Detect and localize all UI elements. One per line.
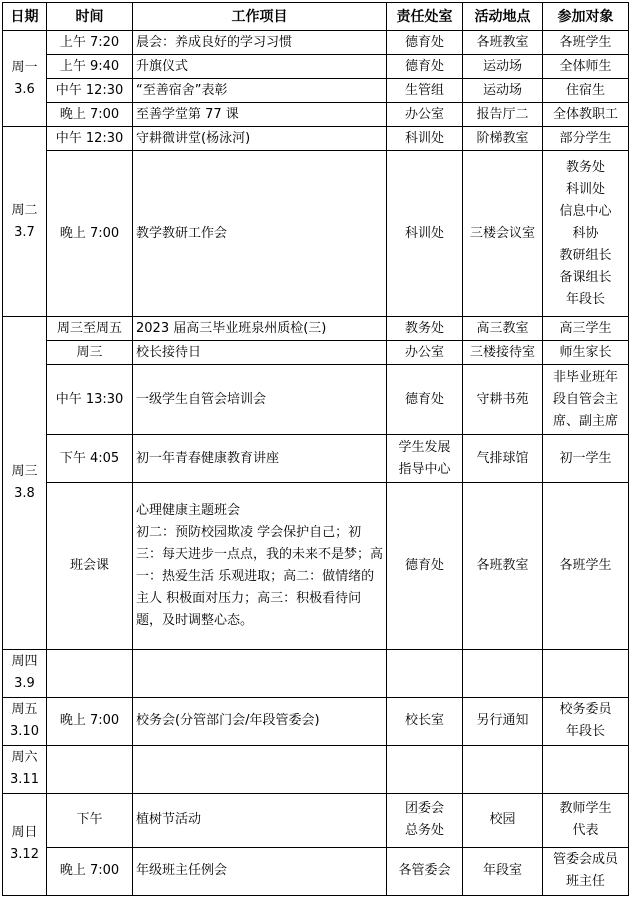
- time-cell: 晚上 7:00: [47, 847, 133, 895]
- header-place: 活动地点: [463, 3, 543, 31]
- time-cell: [47, 745, 133, 793]
- who-cell: 师生家长: [543, 341, 629, 365]
- item-cell: 守耕微讲堂(杨泳河): [133, 127, 387, 151]
- dept-cell: 德育处: [387, 31, 463, 55]
- table-row: [3, 317, 629, 341]
- place-cell: 高三教室: [463, 317, 543, 341]
- dept-cell: 德育处: [387, 55, 463, 79]
- table-row: [3, 697, 629, 745]
- header-time: 时间: [47, 3, 133, 31]
- item-cell: 一级学生自管会培训会: [133, 365, 387, 435]
- place-cell: 三楼接待室: [463, 341, 543, 365]
- place-cell: 各班教室: [463, 483, 543, 649]
- place-cell: 各班教室: [463, 31, 543, 55]
- item-cell: 初一年青春健康教育讲座: [133, 435, 387, 483]
- who-cell: 部分学生: [543, 127, 629, 151]
- item-cell: 校务会(分管部门会/年段管委会): [133, 697, 387, 745]
- dept-cell: 学生发展 指导中心: [387, 435, 463, 483]
- time-cell: 周三: [47, 341, 133, 365]
- dept-cell: 办公室: [387, 341, 463, 365]
- table-row: [3, 127, 629, 151]
- place-cell: [463, 745, 543, 793]
- item-cell: 升旗仪式: [133, 55, 387, 79]
- item-cell: [133, 649, 387, 697]
- item-cell: 至善学堂第 77 课: [133, 103, 387, 127]
- time-cell: 中午 12:30: [47, 79, 133, 103]
- place-cell: 气排球馆: [463, 435, 543, 483]
- place-cell: 校园: [463, 793, 543, 847]
- table-row: [3, 79, 629, 103]
- time-cell: 上午 9:40: [47, 55, 133, 79]
- table-row: [3, 31, 629, 55]
- dept-cell: 校长室: [387, 697, 463, 745]
- time-cell: [47, 649, 133, 697]
- item-cell: 年级班主任例会: [133, 847, 387, 895]
- place-cell: 报告厅二: [463, 103, 543, 127]
- table-row: [3, 103, 629, 127]
- who-cell: [543, 649, 629, 697]
- weekly-schedule-table: [2, 2, 629, 896]
- place-cell: [463, 649, 543, 697]
- who-cell: 住宿生: [543, 79, 629, 103]
- dept-cell: 教务处: [387, 317, 463, 341]
- table-row: [3, 55, 629, 79]
- dept-cell: 德育处: [387, 365, 463, 435]
- time-cell: 周三至周五: [47, 317, 133, 341]
- dept-cell: 科训处: [387, 151, 463, 317]
- item-cell: 2023 届高三毕业班泉州质检(三): [133, 317, 387, 341]
- who-cell: 全体教职工: [543, 103, 629, 127]
- date-cell-tue: 周二 3.7: [3, 127, 47, 317]
- item-cell: 植树节活动: [133, 793, 387, 847]
- item-cell: 心理健康主题班会 初二：预防校园欺凌 学会保护自己；初三：每天进步一点点，我的未来不是梦；高一：热爱生活 乐观进取；高二：做情绪的主人 积极面对压力；高三：积极看待问题，及时调整心态。: [133, 483, 387, 649]
- dept-cell: [387, 745, 463, 793]
- place-cell: 运动场: [463, 79, 543, 103]
- header-date: 日期: [3, 3, 47, 31]
- table-row: [3, 649, 629, 697]
- dept-cell: [387, 649, 463, 697]
- who-cell: 全体师生: [543, 55, 629, 79]
- who-cell: 非毕业班年 段自管会主 席、副主席: [543, 365, 629, 435]
- table-row: [3, 341, 629, 365]
- who-cell: 各班学生: [543, 31, 629, 55]
- dept-cell: 科训处: [387, 127, 463, 151]
- time-cell: 下午: [47, 793, 133, 847]
- date-cell-wed: 周三 3.8: [3, 317, 47, 649]
- place-cell: 三楼会议室: [463, 151, 543, 317]
- time-cell: 下午 4:05: [47, 435, 133, 483]
- table-row: [3, 847, 629, 895]
- time-cell: 晚上 7:00: [47, 103, 133, 127]
- item-cell: “至善宿舍”表彰: [133, 79, 387, 103]
- time-cell: 中午 13:30: [47, 365, 133, 435]
- table-row: [3, 151, 629, 317]
- who-cell: 校务委员 年段长: [543, 697, 629, 745]
- item-cell: 教学教研工作会: [133, 151, 387, 317]
- place-cell: 年段室: [463, 847, 543, 895]
- time-cell: 班会课: [47, 483, 133, 649]
- place-cell: 守耕书苑: [463, 365, 543, 435]
- who-cell: 高三学生: [543, 317, 629, 341]
- table-row: [3, 435, 629, 483]
- table-row: [3, 745, 629, 793]
- item-cell: 校长接待日: [133, 341, 387, 365]
- date-cell-fri: 周五 3.10: [3, 697, 47, 745]
- dept-cell: 生管组: [387, 79, 463, 103]
- place-cell: 运动场: [463, 55, 543, 79]
- who-cell: 各班学生: [543, 483, 629, 649]
- dept-cell: 各管委会: [387, 847, 463, 895]
- dept-cell: 团委会 总务处: [387, 793, 463, 847]
- date-cell-mon: 周一 3.6: [3, 31, 47, 127]
- date-cell-thu: 周四 3.9: [3, 649, 47, 697]
- item-cell: 晨会：养成良好的学习习惯: [133, 31, 387, 55]
- header-row: [3, 3, 629, 31]
- who-cell: 教务处 科训处 信息中心 科协 教研组长 备课组长 年段长: [543, 151, 629, 317]
- time-cell: 晚上 7:00: [47, 697, 133, 745]
- dept-cell: 德育处: [387, 483, 463, 649]
- who-cell: 初一学生: [543, 435, 629, 483]
- date-cell-sun: 周日 3.12: [3, 793, 47, 895]
- time-cell: 中午 12:30: [47, 127, 133, 151]
- date-cell-sat: 周六 3.11: [3, 745, 47, 793]
- place-cell: 另行通知: [463, 697, 543, 745]
- who-cell: 教师学生 代表: [543, 793, 629, 847]
- header-dept: 责任处室: [387, 3, 463, 31]
- dept-cell: 办公室: [387, 103, 463, 127]
- place-cell: 阶梯教室: [463, 127, 543, 151]
- header-who: 参加对象: [543, 3, 629, 31]
- who-cell: [543, 745, 629, 793]
- time-cell: 上午 7:20: [47, 31, 133, 55]
- item-cell: [133, 745, 387, 793]
- header-item: 工作项目: [133, 3, 387, 31]
- who-cell: 管委会成员 班主任: [543, 847, 629, 895]
- table-row: [3, 365, 629, 435]
- table-row: [3, 793, 629, 847]
- time-cell: 晚上 7:00: [47, 151, 133, 317]
- table-row: [3, 483, 629, 649]
